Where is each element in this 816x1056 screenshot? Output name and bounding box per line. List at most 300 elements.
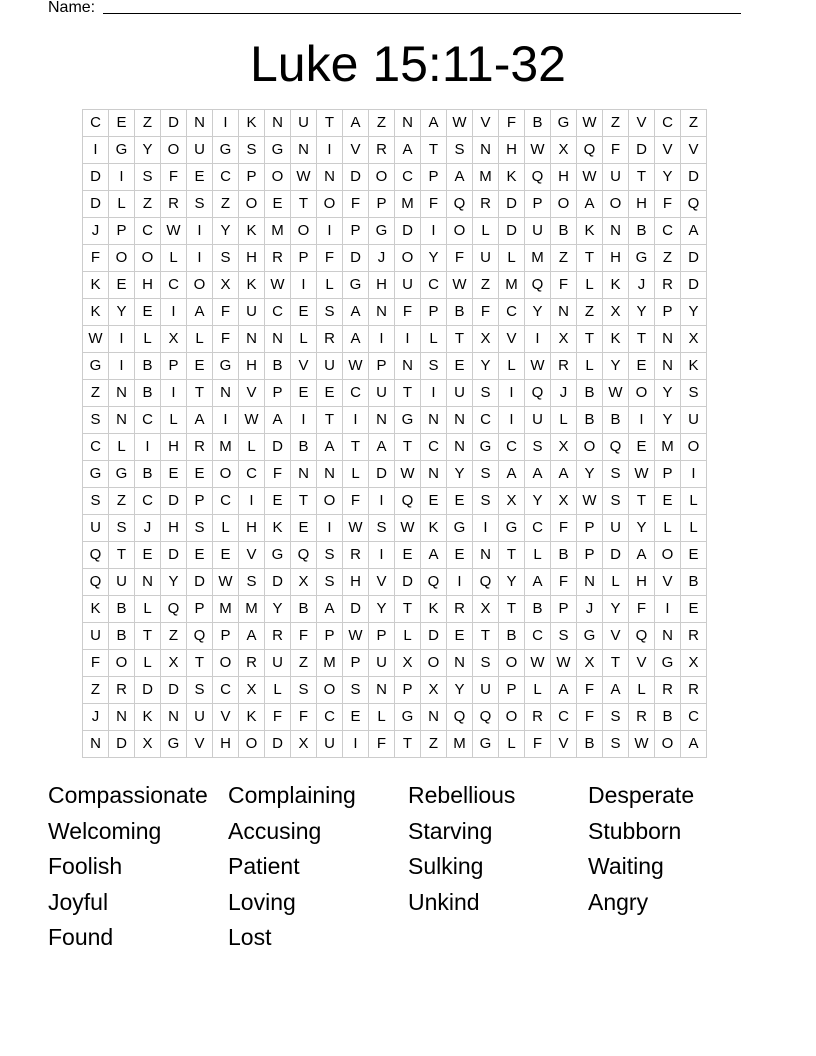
- grid-cell[interactable]: A: [603, 677, 629, 704]
- grid-cell[interactable]: Y: [447, 461, 473, 488]
- grid-cell[interactable]: U: [317, 731, 343, 758]
- grid-cell[interactable]: C: [135, 407, 161, 434]
- grid-cell[interactable]: J: [83, 704, 109, 731]
- grid-cell[interactable]: T: [135, 623, 161, 650]
- grid-cell[interactable]: S: [603, 704, 629, 731]
- grid-cell[interactable]: I: [161, 299, 187, 326]
- grid-cell[interactable]: W: [343, 623, 369, 650]
- grid-cell[interactable]: X: [551, 488, 577, 515]
- grid-cell[interactable]: O: [421, 650, 447, 677]
- grid-cell[interactable]: S: [447, 137, 473, 164]
- grid-cell[interactable]: D: [161, 110, 187, 137]
- grid-cell[interactable]: X: [213, 272, 239, 299]
- grid-cell[interactable]: I: [681, 461, 707, 488]
- grid-cell[interactable]: E: [291, 515, 317, 542]
- grid-cell[interactable]: Q: [187, 623, 213, 650]
- grid-cell[interactable]: L: [135, 326, 161, 353]
- grid-cell[interactable]: N: [473, 542, 499, 569]
- grid-cell[interactable]: N: [577, 569, 603, 596]
- grid-cell[interactable]: S: [473, 650, 499, 677]
- grid-cell[interactable]: S: [603, 731, 629, 758]
- grid-cell[interactable]: H: [239, 353, 265, 380]
- grid-cell[interactable]: F: [343, 488, 369, 515]
- grid-cell[interactable]: Y: [655, 380, 681, 407]
- grid-cell[interactable]: B: [291, 596, 317, 623]
- grid-cell[interactable]: T: [187, 650, 213, 677]
- grid-cell[interactable]: O: [109, 245, 135, 272]
- grid-cell[interactable]: V: [473, 110, 499, 137]
- grid-cell[interactable]: Z: [213, 191, 239, 218]
- grid-cell[interactable]: D: [681, 164, 707, 191]
- grid-cell[interactable]: C: [161, 272, 187, 299]
- grid-cell[interactable]: B: [135, 353, 161, 380]
- grid-cell[interactable]: K: [83, 299, 109, 326]
- grid-cell[interactable]: W: [161, 218, 187, 245]
- grid-cell[interactable]: P: [239, 164, 265, 191]
- grid-cell[interactable]: N: [265, 110, 291, 137]
- grid-cell[interactable]: F: [603, 137, 629, 164]
- grid-cell[interactable]: S: [83, 488, 109, 515]
- grid-cell[interactable]: O: [135, 245, 161, 272]
- grid-cell[interactable]: B: [109, 596, 135, 623]
- grid-cell[interactable]: C: [551, 704, 577, 731]
- grid-cell[interactable]: X: [239, 677, 265, 704]
- grid-cell[interactable]: F: [291, 623, 317, 650]
- grid-cell[interactable]: U: [681, 407, 707, 434]
- grid-cell[interactable]: Y: [577, 461, 603, 488]
- grid-cell[interactable]: X: [551, 137, 577, 164]
- grid-cell[interactable]: N: [239, 326, 265, 353]
- grid-cell[interactable]: Y: [603, 596, 629, 623]
- grid-cell[interactable]: Q: [473, 704, 499, 731]
- grid-cell[interactable]: S: [473, 461, 499, 488]
- grid-cell[interactable]: F: [265, 704, 291, 731]
- grid-cell[interactable]: I: [161, 380, 187, 407]
- grid-cell[interactable]: O: [317, 191, 343, 218]
- grid-cell[interactable]: T: [317, 407, 343, 434]
- grid-cell[interactable]: H: [213, 731, 239, 758]
- grid-cell[interactable]: Q: [161, 596, 187, 623]
- grid-cell[interactable]: G: [83, 461, 109, 488]
- grid-cell[interactable]: S: [343, 677, 369, 704]
- grid-cell[interactable]: P: [213, 623, 239, 650]
- grid-cell[interactable]: J: [83, 218, 109, 245]
- grid-cell[interactable]: E: [629, 353, 655, 380]
- grid-cell[interactable]: E: [109, 110, 135, 137]
- grid-cell[interactable]: C: [499, 299, 525, 326]
- grid-cell[interactable]: S: [187, 191, 213, 218]
- grid-cell[interactable]: Z: [681, 110, 707, 137]
- grid-cell[interactable]: N: [421, 407, 447, 434]
- grid-cell[interactable]: C: [421, 434, 447, 461]
- grid-cell[interactable]: B: [629, 218, 655, 245]
- grid-cell[interactable]: U: [447, 380, 473, 407]
- grid-cell[interactable]: L: [655, 515, 681, 542]
- grid-cell[interactable]: I: [135, 434, 161, 461]
- grid-cell[interactable]: F: [83, 245, 109, 272]
- grid-cell[interactable]: E: [681, 542, 707, 569]
- grid-cell[interactable]: Q: [83, 569, 109, 596]
- grid-cell[interactable]: W: [447, 110, 473, 137]
- grid-cell[interactable]: T: [421, 137, 447, 164]
- grid-cell[interactable]: F: [317, 245, 343, 272]
- grid-cell[interactable]: B: [525, 110, 551, 137]
- grid-cell[interactable]: B: [577, 380, 603, 407]
- grid-cell[interactable]: Y: [655, 164, 681, 191]
- grid-cell[interactable]: P: [161, 353, 187, 380]
- grid-cell[interactable]: P: [421, 299, 447, 326]
- grid-cell[interactable]: T: [317, 110, 343, 137]
- grid-cell[interactable]: Y: [681, 299, 707, 326]
- grid-cell[interactable]: S: [473, 380, 499, 407]
- grid-cell[interactable]: R: [655, 677, 681, 704]
- grid-cell[interactable]: I: [239, 488, 265, 515]
- grid-cell[interactable]: J: [629, 272, 655, 299]
- grid-cell[interactable]: S: [681, 380, 707, 407]
- grid-cell[interactable]: X: [135, 731, 161, 758]
- grid-cell[interactable]: M: [395, 191, 421, 218]
- grid-cell[interactable]: O: [499, 650, 525, 677]
- grid-cell[interactable]: S: [603, 461, 629, 488]
- grid-cell[interactable]: S: [239, 569, 265, 596]
- grid-cell[interactable]: G: [395, 407, 421, 434]
- grid-cell[interactable]: E: [447, 488, 473, 515]
- grid-cell[interactable]: G: [369, 218, 395, 245]
- grid-cell[interactable]: D: [265, 731, 291, 758]
- grid-cell[interactable]: D: [83, 164, 109, 191]
- grid-cell[interactable]: A: [317, 434, 343, 461]
- grid-cell[interactable]: R: [369, 137, 395, 164]
- grid-cell[interactable]: L: [525, 542, 551, 569]
- grid-cell[interactable]: P: [525, 191, 551, 218]
- grid-cell[interactable]: D: [499, 218, 525, 245]
- grid-cell[interactable]: E: [291, 299, 317, 326]
- grid-cell[interactable]: X: [473, 326, 499, 353]
- grid-cell[interactable]: F: [473, 299, 499, 326]
- grid-cell[interactable]: W: [265, 272, 291, 299]
- grid-cell[interactable]: E: [655, 488, 681, 515]
- grid-cell[interactable]: I: [447, 569, 473, 596]
- grid-cell[interactable]: A: [681, 731, 707, 758]
- grid-cell[interactable]: H: [369, 272, 395, 299]
- grid-cell[interactable]: Y: [603, 353, 629, 380]
- grid-cell[interactable]: A: [525, 461, 551, 488]
- grid-cell[interactable]: N: [109, 380, 135, 407]
- grid-cell[interactable]: P: [265, 380, 291, 407]
- grid-cell[interactable]: V: [681, 137, 707, 164]
- grid-cell[interactable]: M: [265, 218, 291, 245]
- grid-cell[interactable]: D: [681, 245, 707, 272]
- grid-cell[interactable]: Y: [525, 488, 551, 515]
- grid-cell[interactable]: Z: [83, 380, 109, 407]
- grid-cell[interactable]: V: [343, 137, 369, 164]
- grid-cell[interactable]: O: [551, 191, 577, 218]
- grid-cell[interactable]: O: [629, 380, 655, 407]
- grid-cell[interactable]: L: [369, 704, 395, 731]
- grid-cell[interactable]: A: [681, 218, 707, 245]
- grid-cell[interactable]: E: [187, 353, 213, 380]
- grid-cell[interactable]: Z: [577, 299, 603, 326]
- grid-cell[interactable]: Q: [395, 488, 421, 515]
- grid-cell[interactable]: D: [83, 191, 109, 218]
- grid-cell[interactable]: D: [369, 461, 395, 488]
- grid-cell[interactable]: U: [83, 623, 109, 650]
- grid-cell[interactable]: G: [161, 731, 187, 758]
- grid-cell[interactable]: K: [603, 326, 629, 353]
- grid-cell[interactable]: M: [213, 596, 239, 623]
- grid-cell[interactable]: I: [525, 326, 551, 353]
- grid-cell[interactable]: Z: [655, 245, 681, 272]
- grid-cell[interactable]: N: [135, 569, 161, 596]
- grid-cell[interactable]: W: [629, 731, 655, 758]
- grid-cell[interactable]: W: [551, 650, 577, 677]
- grid-cell[interactable]: U: [473, 677, 499, 704]
- grid-cell[interactable]: E: [109, 272, 135, 299]
- grid-cell[interactable]: Z: [603, 110, 629, 137]
- grid-cell[interactable]: L: [135, 650, 161, 677]
- grid-cell[interactable]: A: [187, 299, 213, 326]
- grid-cell[interactable]: T: [629, 488, 655, 515]
- grid-cell[interactable]: A: [343, 299, 369, 326]
- grid-cell[interactable]: E: [447, 542, 473, 569]
- grid-cell[interactable]: U: [291, 110, 317, 137]
- grid-cell[interactable]: H: [499, 137, 525, 164]
- grid-cell[interactable]: F: [395, 299, 421, 326]
- grid-cell[interactable]: F: [551, 272, 577, 299]
- grid-cell[interactable]: F: [369, 731, 395, 758]
- grid-cell[interactable]: O: [239, 191, 265, 218]
- grid-cell[interactable]: D: [109, 731, 135, 758]
- grid-cell[interactable]: U: [187, 704, 213, 731]
- grid-cell[interactable]: A: [551, 677, 577, 704]
- grid-cell[interactable]: A: [525, 569, 551, 596]
- grid-cell[interactable]: H: [629, 191, 655, 218]
- grid-cell[interactable]: C: [421, 272, 447, 299]
- grid-cell[interactable]: V: [629, 650, 655, 677]
- grid-cell[interactable]: A: [265, 407, 291, 434]
- grid-cell[interactable]: S: [83, 407, 109, 434]
- grid-cell[interactable]: P: [421, 164, 447, 191]
- grid-cell[interactable]: W: [343, 515, 369, 542]
- grid-cell[interactable]: X: [161, 650, 187, 677]
- grid-cell[interactable]: B: [655, 704, 681, 731]
- grid-cell[interactable]: J: [551, 380, 577, 407]
- grid-cell[interactable]: I: [343, 407, 369, 434]
- grid-cell[interactable]: S: [421, 353, 447, 380]
- grid-cell[interactable]: I: [369, 488, 395, 515]
- grid-cell[interactable]: U: [603, 515, 629, 542]
- grid-cell[interactable]: H: [135, 272, 161, 299]
- grid-cell[interactable]: C: [655, 218, 681, 245]
- grid-cell[interactable]: V: [655, 137, 681, 164]
- grid-cell[interactable]: G: [629, 245, 655, 272]
- grid-cell[interactable]: V: [551, 731, 577, 758]
- grid-cell[interactable]: M: [317, 650, 343, 677]
- grid-cell[interactable]: U: [317, 353, 343, 380]
- grid-cell[interactable]: I: [83, 137, 109, 164]
- grid-cell[interactable]: G: [395, 704, 421, 731]
- grid-cell[interactable]: M: [239, 596, 265, 623]
- grid-cell[interactable]: C: [83, 110, 109, 137]
- grid-cell[interactable]: F: [161, 164, 187, 191]
- grid-cell[interactable]: C: [83, 434, 109, 461]
- grid-cell[interactable]: U: [187, 137, 213, 164]
- grid-cell[interactable]: W: [577, 110, 603, 137]
- grid-cell[interactable]: Y: [265, 596, 291, 623]
- grid-cell[interactable]: I: [655, 596, 681, 623]
- grid-cell[interactable]: U: [369, 650, 395, 677]
- grid-cell[interactable]: O: [187, 272, 213, 299]
- grid-cell[interactable]: N: [447, 407, 473, 434]
- grid-cell[interactable]: F: [629, 596, 655, 623]
- grid-cell[interactable]: W: [83, 326, 109, 353]
- grid-cell[interactable]: E: [187, 542, 213, 569]
- grid-cell[interactable]: U: [473, 245, 499, 272]
- grid-cell[interactable]: B: [681, 569, 707, 596]
- grid-cell[interactable]: S: [551, 623, 577, 650]
- grid-cell[interactable]: H: [343, 569, 369, 596]
- grid-cell[interactable]: W: [577, 164, 603, 191]
- grid-cell[interactable]: Q: [577, 137, 603, 164]
- grid-cell[interactable]: C: [213, 164, 239, 191]
- grid-cell[interactable]: L: [395, 623, 421, 650]
- grid-cell[interactable]: E: [265, 488, 291, 515]
- grid-cell[interactable]: N: [447, 434, 473, 461]
- grid-cell[interactable]: E: [265, 191, 291, 218]
- grid-cell[interactable]: F: [83, 650, 109, 677]
- grid-cell[interactable]: L: [499, 353, 525, 380]
- grid-cell[interactable]: N: [109, 704, 135, 731]
- grid-cell[interactable]: I: [213, 110, 239, 137]
- grid-cell[interactable]: J: [369, 245, 395, 272]
- grid-cell[interactable]: M: [499, 272, 525, 299]
- grid-cell[interactable]: W: [395, 515, 421, 542]
- grid-cell[interactable]: K: [577, 218, 603, 245]
- grid-cell[interactable]: A: [551, 461, 577, 488]
- grid-cell[interactable]: N: [317, 164, 343, 191]
- grid-cell[interactable]: F: [577, 677, 603, 704]
- grid-cell[interactable]: F: [499, 110, 525, 137]
- grid-cell[interactable]: C: [499, 434, 525, 461]
- grid-cell[interactable]: N: [369, 299, 395, 326]
- grid-cell[interactable]: D: [343, 245, 369, 272]
- grid-cell[interactable]: B: [577, 731, 603, 758]
- grid-cell[interactable]: Y: [525, 299, 551, 326]
- grid-cell[interactable]: D: [603, 542, 629, 569]
- grid-cell[interactable]: F: [291, 704, 317, 731]
- grid-cell[interactable]: I: [187, 245, 213, 272]
- grid-cell[interactable]: K: [135, 704, 161, 731]
- grid-cell[interactable]: L: [265, 677, 291, 704]
- grid-cell[interactable]: S: [317, 299, 343, 326]
- grid-cell[interactable]: X: [603, 299, 629, 326]
- grid-cell[interactable]: R: [239, 650, 265, 677]
- grid-cell[interactable]: G: [265, 542, 291, 569]
- grid-cell[interactable]: N: [291, 137, 317, 164]
- grid-cell[interactable]: L: [213, 515, 239, 542]
- grid-cell[interactable]: I: [187, 218, 213, 245]
- grid-cell[interactable]: C: [395, 164, 421, 191]
- grid-cell[interactable]: L: [291, 326, 317, 353]
- grid-cell[interactable]: T: [109, 542, 135, 569]
- grid-cell[interactable]: L: [681, 515, 707, 542]
- grid-cell[interactable]: F: [551, 569, 577, 596]
- grid-cell[interactable]: L: [343, 461, 369, 488]
- grid-cell[interactable]: O: [161, 137, 187, 164]
- grid-cell[interactable]: I: [317, 137, 343, 164]
- grid-cell[interactable]: G: [109, 137, 135, 164]
- grid-cell[interactable]: B: [135, 380, 161, 407]
- grid-cell[interactable]: Z: [473, 272, 499, 299]
- grid-cell[interactable]: R: [317, 326, 343, 353]
- grid-cell[interactable]: F: [343, 191, 369, 218]
- grid-cell[interactable]: N: [187, 110, 213, 137]
- grid-cell[interactable]: D: [499, 191, 525, 218]
- grid-cell[interactable]: U: [603, 164, 629, 191]
- grid-cell[interactable]: O: [603, 191, 629, 218]
- grid-cell[interactable]: F: [447, 245, 473, 272]
- grid-cell[interactable]: T: [291, 488, 317, 515]
- grid-cell[interactable]: E: [187, 164, 213, 191]
- grid-cell[interactable]: H: [629, 569, 655, 596]
- grid-cell[interactable]: R: [473, 191, 499, 218]
- grid-cell[interactable]: P: [577, 542, 603, 569]
- grid-cell[interactable]: Z: [135, 110, 161, 137]
- grid-cell[interactable]: C: [135, 218, 161, 245]
- grid-cell[interactable]: Q: [291, 542, 317, 569]
- grid-cell[interactable]: Z: [551, 245, 577, 272]
- grid-cell[interactable]: N: [603, 218, 629, 245]
- grid-cell[interactable]: I: [369, 326, 395, 353]
- grid-cell[interactable]: X: [291, 569, 317, 596]
- grid-cell[interactable]: P: [369, 353, 395, 380]
- grid-cell[interactable]: A: [577, 191, 603, 218]
- grid-cell[interactable]: D: [343, 596, 369, 623]
- grid-cell[interactable]: C: [525, 515, 551, 542]
- grid-cell[interactable]: G: [213, 353, 239, 380]
- grid-cell[interactable]: U: [525, 218, 551, 245]
- grid-cell[interactable]: T: [447, 326, 473, 353]
- grid-cell[interactable]: N: [83, 731, 109, 758]
- grid-cell[interactable]: G: [343, 272, 369, 299]
- grid-cell[interactable]: G: [473, 731, 499, 758]
- grid-cell[interactable]: K: [499, 164, 525, 191]
- grid-cell[interactable]: Q: [447, 191, 473, 218]
- grid-cell[interactable]: E: [213, 542, 239, 569]
- grid-cell[interactable]: K: [603, 272, 629, 299]
- grid-cell[interactable]: Y: [369, 596, 395, 623]
- grid-cell[interactable]: X: [577, 650, 603, 677]
- grid-cell[interactable]: I: [421, 218, 447, 245]
- grid-cell[interactable]: P: [109, 218, 135, 245]
- grid-cell[interactable]: K: [681, 353, 707, 380]
- grid-cell[interactable]: N: [655, 326, 681, 353]
- grid-cell[interactable]: A: [317, 596, 343, 623]
- grid-cell[interactable]: W: [577, 488, 603, 515]
- grid-cell[interactable]: B: [109, 623, 135, 650]
- grid-cell[interactable]: E: [317, 380, 343, 407]
- grid-cell[interactable]: G: [499, 515, 525, 542]
- grid-cell[interactable]: D: [395, 218, 421, 245]
- grid-cell[interactable]: G: [213, 137, 239, 164]
- grid-cell[interactable]: T: [343, 434, 369, 461]
- grid-cell[interactable]: N: [473, 137, 499, 164]
- grid-cell[interactable]: R: [109, 677, 135, 704]
- grid-cell[interactable]: F: [421, 191, 447, 218]
- grid-cell[interactable]: O: [239, 731, 265, 758]
- grid-cell[interactable]: P: [343, 218, 369, 245]
- grid-cell[interactable]: O: [499, 704, 525, 731]
